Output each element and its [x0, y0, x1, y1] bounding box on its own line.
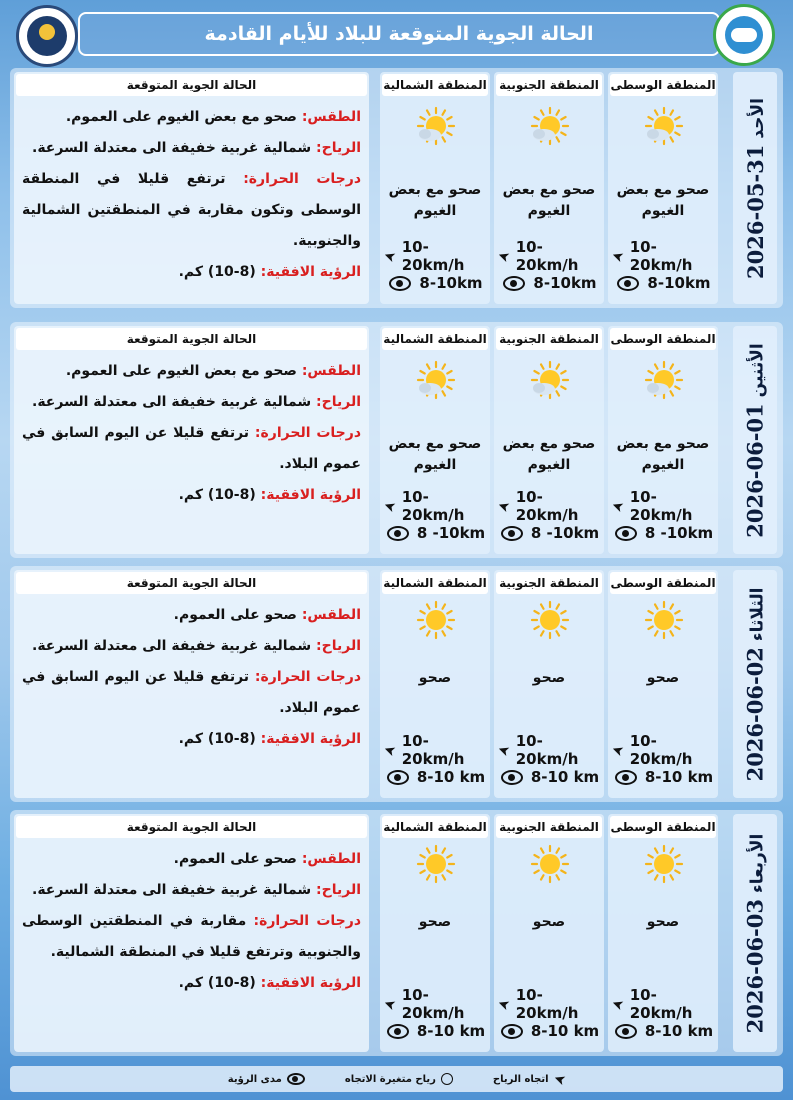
region-card	[380, 814, 490, 1052]
legend	[10, 1066, 783, 1092]
region-card	[494, 814, 604, 1052]
wind-speed: ➤ 10-20km/h	[609, 238, 693, 274]
wind-line: الرياح: شمالية غربية خفيفة الى معتدلة السرعة.	[32, 638, 361, 654]
region-name: المنطقة الجنوبية	[496, 328, 602, 350]
region-card	[380, 570, 490, 798]
wind-speed: ➤ 10-20km/h	[609, 732, 693, 768]
condition-text: صحو مع بعض الغيوم	[616, 436, 710, 473]
visibility-line: الرؤية الافقية: (8-10) كم.	[178, 975, 361, 991]
condition-text: صحو مع بعض الغيوم	[388, 182, 482, 219]
sun-icon	[644, 600, 684, 640]
date-text: 2026-05-31	[742, 144, 768, 279]
eye-icon	[501, 526, 523, 541]
visibility: 8 -10km	[384, 524, 488, 542]
region-card	[494, 326, 604, 554]
weather-line: الطقس: صحو مع بعض الغيوم على العموم.	[65, 109, 361, 125]
wind-line: الرياح: شمالية غربية خفيفة الى معتدلة السرعة.	[32, 394, 361, 410]
visibility-line: الرؤية الافقية: (8-10) كم.	[178, 487, 361, 503]
region-name: المنطقة الجنوبية	[496, 572, 602, 594]
day-date	[733, 814, 777, 1052]
day-name: الأثنين	[747, 342, 768, 397]
wind-line: الرياح: شمالية غربية خفيفة الى معتدلة السرعة.	[32, 882, 361, 898]
partly-cloudy-icon	[530, 106, 570, 146]
region-name: المنطقة الشمالية	[382, 74, 488, 96]
region-name: المنطقة الشمالية	[382, 572, 488, 594]
temperature-line: درجات الحرارة: ترتفع قليلا في المنطقة الوسطى وتكون مقاربة في المنطقتين الشمالية والجنوبية.	[22, 171, 362, 249]
eye-icon	[387, 1024, 409, 1039]
wind-direction-icon: ➤	[551, 1069, 568, 1089]
region-card	[380, 72, 490, 304]
eye-icon	[501, 770, 523, 785]
temperature-line: درجات الحرارة: ترتفع قليلا عن اليوم السابق في عموم البلاد.	[22, 425, 362, 472]
condition-text: صحو	[646, 670, 680, 686]
condition-text: صحو	[418, 914, 452, 930]
visibility: 8-10km	[612, 274, 716, 292]
eye-icon	[503, 276, 525, 291]
condition-text: صحو مع بعض الغيوم	[616, 182, 710, 219]
visibility-line: الرؤية الافقية: (8-10) كم.	[178, 731, 361, 747]
temperature-line: درجات الحرارة: مقاربة في المنطقتين الوسطى والجنوبية وترتفع قليلا في المنطقة الشمالية.	[22, 913, 361, 960]
visibility: 8-10 km	[612, 1022, 716, 1040]
visibility: 8-10 km	[384, 768, 488, 786]
date-text: 2026-06-02	[742, 646, 768, 781]
sun-icon	[416, 844, 456, 884]
weather-line: الطقس: صحو على العموم.	[173, 851, 361, 867]
region-card	[380, 326, 490, 554]
region-card	[608, 326, 718, 554]
partly-cloudy-icon	[644, 106, 684, 146]
visibility: 8 -10km	[612, 524, 716, 542]
region-card	[494, 570, 604, 798]
day-name: الأربعاء	[747, 833, 768, 893]
temperature-line: درجات الحرارة: ترتفع قليلا عن اليوم السابق في عموم البلاد.	[22, 669, 362, 716]
region-name: المنطقة الشمالية	[382, 328, 488, 350]
forecast-text-panel	[14, 72, 369, 304]
meteorology-logo	[16, 5, 78, 67]
sun-icon	[416, 600, 456, 640]
eye-icon	[389, 276, 411, 291]
region-name: المنطقة الوسطى	[610, 74, 716, 96]
wind-direction-icon: ➤	[495, 740, 513, 760]
wind-direction-icon: ➤	[495, 496, 513, 516]
weather-line: الطقس: صحو على العموم.	[173, 607, 361, 623]
day-date	[733, 72, 777, 304]
legend-visibility: مدى الرؤية	[228, 1073, 305, 1085]
wind-direction-icon: ➤	[495, 994, 513, 1014]
visibility: 8-10 km	[498, 1022, 602, 1040]
eye-icon	[287, 1073, 305, 1085]
day-name: الأحد	[747, 97, 768, 139]
region-name: المنطقة الوسطى	[610, 328, 716, 350]
wind-speed: ➤ 10-20km/h	[381, 732, 465, 768]
wind-speed: ➤ 10-20km/h	[495, 732, 579, 768]
region-card	[494, 72, 604, 304]
variable-wind-icon	[441, 1073, 453, 1085]
sun-icon	[530, 844, 570, 884]
forecast-header: الحالة الجوية المتوقعة	[16, 74, 367, 96]
visibility-line: الرؤية الافقية: (8-10) كم.	[178, 264, 361, 280]
region-name: المنطقة الجنوبية	[496, 816, 602, 838]
condition-text: صحو مع بعض الغيوم	[502, 182, 596, 219]
day-block	[10, 68, 783, 308]
wind-direction-icon: ➤	[609, 496, 627, 516]
eye-icon	[387, 770, 409, 785]
legend-variable-wind: رياح متغيرة الاتجاه	[345, 1073, 453, 1085]
wind-speed: ➤ 10-20km/h	[495, 238, 579, 274]
region-name: المنطقة الوسطى	[610, 816, 716, 838]
wind-speed: ➤ 10-20km/h	[609, 986, 693, 1022]
region-card	[608, 814, 718, 1052]
eye-icon	[615, 1024, 637, 1039]
visibility: 8-10 km	[612, 768, 716, 786]
condition-text: صحو	[418, 670, 452, 686]
ministry-logo	[713, 4, 775, 66]
wind-speed: ➤ 10-20km/h	[495, 488, 579, 524]
forecast-text-panel	[14, 326, 369, 554]
wind-speed: ➤ 10-20km/h	[495, 986, 579, 1022]
region-name: المنطقة الشمالية	[382, 816, 488, 838]
visibility: 8-10 km	[498, 768, 602, 786]
wind-direction-icon: ➤	[381, 994, 399, 1014]
date-text: 2026-06-03	[742, 898, 768, 1033]
forecast-text-panel	[14, 814, 369, 1052]
wind-speed: ➤ 10-20km/h	[381, 238, 465, 274]
condition-text: صحو	[646, 914, 680, 930]
partly-cloudy-icon	[416, 106, 456, 146]
partly-cloudy-icon	[416, 360, 456, 400]
eye-icon	[615, 770, 637, 785]
condition-text: صحو مع بعض الغيوم	[388, 436, 482, 473]
eye-icon	[615, 526, 637, 541]
wind-direction-icon: ➤	[381, 740, 399, 760]
wind-direction-icon: ➤	[609, 740, 627, 760]
wind-speed: ➤ 10-20km/h	[381, 488, 465, 524]
condition-text: صحو مع بعض الغيوم	[502, 436, 596, 473]
condition-text: صحو	[532, 670, 566, 686]
eye-icon	[387, 526, 409, 541]
day-block	[10, 322, 783, 558]
visibility: 8 -10km	[498, 524, 602, 542]
wind-direction-icon: ➤	[381, 246, 399, 266]
wind-direction-icon: ➤	[495, 246, 513, 266]
wind-speed: ➤ 10-20km/h	[609, 488, 693, 524]
visibility: 8-10km	[498, 274, 602, 292]
region-name: المنطقة الوسطى	[610, 572, 716, 594]
wind-line: الرياح: شمالية غربية خفيفة الى معتدلة السرعة.	[32, 140, 361, 156]
wind-speed: ➤ 10-20km/h	[381, 986, 465, 1022]
region-name: المنطقة الجنوبية	[496, 74, 602, 96]
visibility: 8-10km	[384, 274, 488, 292]
visibility: 8-10 km	[384, 1022, 488, 1040]
page-title: الحالة الجوية المتوقعة للبلاد للأيام القادمة	[78, 12, 720, 56]
forecast-header: الحالة الجوية المتوقعة	[16, 572, 367, 594]
wind-direction-icon: ➤	[609, 246, 627, 266]
legend-wind-direction: ➤ اتجاه الرياح	[492, 1069, 568, 1089]
eye-icon	[501, 1024, 523, 1039]
forecast-text-panel	[14, 570, 369, 798]
sun-icon	[644, 844, 684, 884]
forecast-header: الحالة الجوية المتوقعة	[16, 816, 367, 838]
day-block	[10, 566, 783, 802]
day-block	[10, 810, 783, 1056]
day-date	[733, 570, 777, 798]
region-card	[608, 570, 718, 798]
date-text: 2026-06-01	[742, 402, 768, 538]
partly-cloudy-icon	[530, 360, 570, 400]
eye-icon	[617, 276, 639, 291]
region-card	[608, 72, 718, 304]
forecast-header: الحالة الجوية المتوقعة	[16, 328, 367, 350]
wind-direction-icon: ➤	[381, 496, 399, 516]
sun-icon	[530, 600, 570, 640]
partly-cloudy-icon	[644, 360, 684, 400]
day-name: الثلاثاء	[747, 587, 768, 641]
weather-line: الطقس: صحو مع بعض الغيوم على العموم.	[65, 363, 361, 379]
wind-direction-icon: ➤	[609, 994, 627, 1014]
day-date	[733, 326, 777, 554]
condition-text: صحو	[532, 914, 566, 930]
